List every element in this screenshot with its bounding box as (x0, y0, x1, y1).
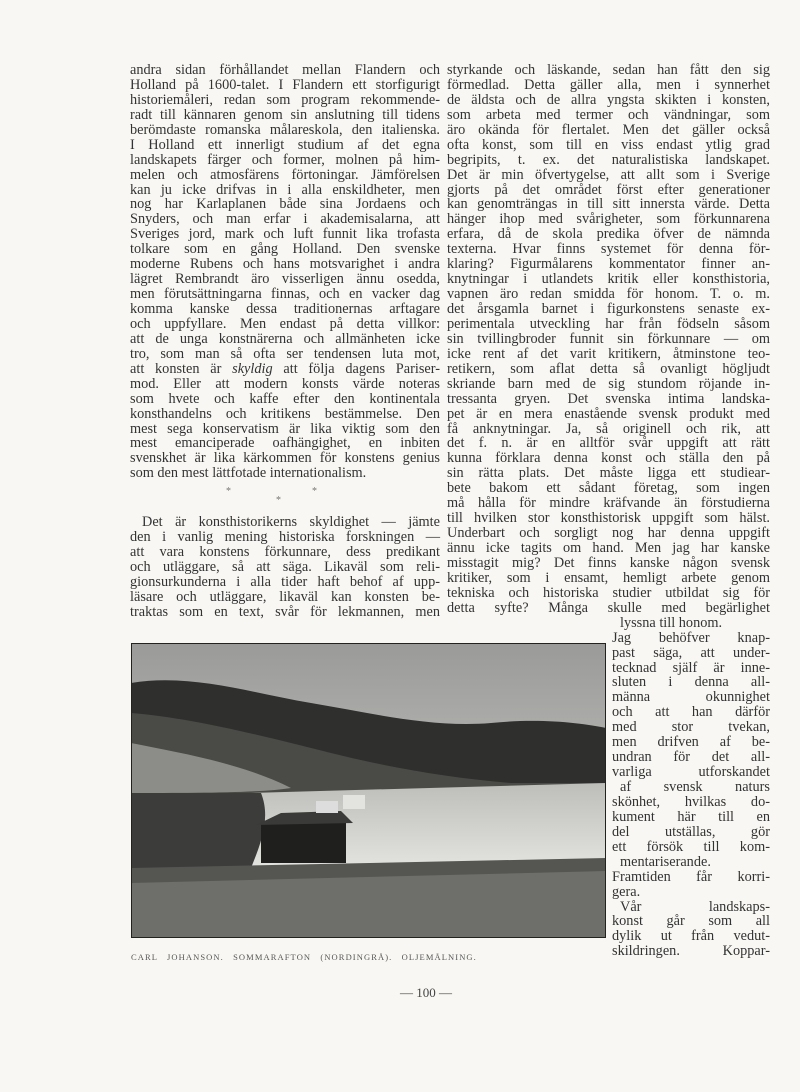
text-line: den i vanlig mening historiska forskningen — (130, 528, 440, 545)
text-line: läsare och utläggare, likaväl kan konsten be- (130, 588, 440, 605)
page-number: — 100 — (400, 985, 452, 1000)
text-line: kument här till en (612, 808, 770, 825)
text-line: ofta konst, som till en viss endast ytlig grad (447, 136, 770, 153)
text-line: lägret Rembrandt äro visserligen ännu osedda, (130, 271, 440, 288)
text-line: må hålla för mindre kräfvande än förstudierna (447, 495, 770, 512)
text-line: som den mest lättfotade internationalism. (130, 465, 367, 482)
text-line: mod. Eller att modern konsts värde noteras (130, 375, 440, 392)
text-line: knytningar i utlandets kritik eller konsthistoria, (447, 271, 770, 288)
text-line: icke rent af det varit kritikern, åtminstone teo- (447, 345, 770, 362)
text-line: sin tvillingbroder funnit sin förkunnare — om (447, 330, 770, 347)
text-line: mentariserande. (620, 853, 711, 870)
text-line: erfara, då de skola predika öfver de nämnda (447, 226, 770, 243)
text-line: att de unga konstnärerna och allmänheten icke (130, 330, 440, 347)
text-line: bete bakom ett sådant företag, som ingen (447, 480, 770, 497)
text-line: melen och atmosfärens förtoningar. Jämförelsen (130, 166, 440, 183)
text-line: lyssna till honom. (620, 614, 723, 631)
text-line: konst går som all (612, 913, 770, 930)
text-line: och utläggare, så att säga. Likaväl som reli- (130, 558, 440, 575)
text-line: Holland på 1600-talet. I Flandern ett storfigurigt (130, 76, 440, 93)
text-line: de äldsta och de allra yngsta skikten i konsten, (447, 91, 770, 108)
text-line: styrkande och läskande, sedan han fått den sig (447, 62, 770, 78)
text-line: tro, som man så ofta ser tendensen luta mot, (130, 345, 440, 362)
text-line: äro okända för flertalet. Men det gäller också (447, 121, 770, 138)
landscape-painting-image (131, 643, 606, 938)
text-line: Underbart och sorgligt nog har denna uppgift (447, 525, 770, 542)
text-line: moderne Rubens och hans motsvarighet i andra (130, 256, 440, 273)
text-line: svenskhet är lika kärkommen för konstens genius (130, 450, 440, 467)
text-line: texterna. Hvar finns systemet för denna för- (447, 241, 770, 258)
text-line: men förutsättningarna finnas, och en vacker dag (130, 286, 440, 303)
text-line: sluten i denna all- (612, 674, 770, 691)
text-line: att konsten är skyldig att följa dagens Pariser- (130, 360, 440, 377)
text-line: varliga utforskandet (612, 764, 770, 781)
text-line: Framtiden får korri- (612, 868, 770, 885)
left-column (130, 63, 440, 481)
text-line: Vår landskaps- (620, 898, 770, 915)
text-line: att vara konstens förkunnare, dess predikant (130, 543, 440, 560)
text-line: ännu icke tagits om hand. Men jag har kanske (447, 540, 770, 556)
text-line: skildringen. Koppar- (612, 943, 770, 960)
text-line: tecknad själf är inne- (612, 659, 770, 676)
text-line: kunna förklara denna konst och ställa den på (447, 450, 770, 467)
text-line: Snyders, och man erfar i akademisalarna, att (130, 211, 440, 228)
text-line: historiemåleri, redan som program rekommende- (130, 91, 440, 108)
text-line: tressanta gryen. Det svenska intima landska- (447, 390, 770, 407)
text-line: och uppfyllare. Men endast på detta villkor: (130, 315, 440, 332)
text-line: och att han därför (612, 704, 770, 721)
text-line: Det är konsthistorikerns skyldighet — jämte (142, 514, 440, 530)
text-line: begripits, t. ex. det naturalistiska landskapet. (447, 151, 770, 168)
text-line: gera. (612, 883, 641, 900)
text-line: skönhet, hvilkas do- (612, 793, 770, 810)
text-line: männa okunnighet (612, 689, 770, 706)
text-line: af svensk naturs (620, 779, 770, 795)
text-line: misstagit mig? Det finns kanske någon svensk (447, 554, 770, 571)
text-line: pet är en mera enastående svensk produkt med (447, 405, 770, 422)
text-line: ett försök till kom- (612, 838, 770, 855)
text-line: som arbeta med termer och vändningar, som (447, 106, 770, 123)
text-line: undran för det all- (612, 749, 770, 766)
text-line: klaring? Figurmålarens kommentator finner an- (447, 256, 770, 273)
text-line: som hvete och kaffe efter den kontinentala (130, 390, 440, 407)
text-line: till hvilken stor konsthistorisk uppgift som hälst. (447, 510, 770, 527)
text-line: konsthandelns och kritikens bestämmelse. Den (130, 405, 440, 422)
text-line: tekniska och historiska studier utbildat sig för (447, 584, 770, 601)
text-line: gionsurkunderna i alla tider haft behof af upp- (130, 573, 440, 590)
text-line: del utställas, gör (612, 823, 770, 840)
text-line: past säga, att under- (612, 644, 770, 661)
text-line: I Holland ett innerligt studium af det egna (130, 136, 440, 153)
text-line: komma kanske dessa traditionernas arftagare (130, 301, 440, 317)
text-line: det årsgamla barnet i figurkonstens senaste ex- (447, 301, 770, 317)
text-line: Jag behöfver knap- (612, 629, 770, 646)
text-line: detta syfte? Många skulle med begärlighet (447, 599, 770, 616)
text-line: perimentala utveckling har från födseln såsom (447, 315, 770, 332)
text-line: traktas som en text, svår för lekmannen, men (130, 603, 440, 620)
text-line: förmedlad. Detta gäller alla, men i synnerhet (447, 76, 770, 93)
text-line: hänger ihop med svårigheter, som förkunnarena (447, 211, 770, 228)
text-line: med stor tvekan, (612, 719, 770, 736)
text-line: men drifven af be- (612, 734, 770, 751)
text-line: vapnen äro redan smidda för honom. T. o. m. (447, 286, 770, 303)
section-separator: * (276, 495, 281, 506)
text-line: radt till kännaren genom sin anslutning till tidens (130, 106, 440, 123)
text-line: kan genomträngas in till sitt innersta värde. Detta (447, 196, 770, 213)
text-line: landskapets färger och former, molnen på him- (130, 151, 440, 168)
text-line: kritiker, som i ensamt, hemligt arbete genom (447, 569, 770, 586)
text-line: mest sega konservatism är lika viktig som den (130, 420, 440, 437)
text-line: andra sidan förhållandet mellan Flandern och (130, 62, 440, 78)
figure-caption: CARL JOHANSON. SOMMARAFTON (NORDINGRÅ). OLJEMÅLNING. (131, 952, 477, 962)
text-line: tolkare som en gång Holland. Den svenske (130, 241, 440, 258)
left-column-paragraph-2 (130, 515, 440, 620)
text-line: mest emanciperade oafhängighet, en inbiten (130, 435, 440, 452)
text-line: skriande barn med de sig stundom röjande in- (447, 375, 770, 392)
text-line: retikern, som aflat detta så ovanligt högljudt (447, 360, 770, 377)
section-separator: * (226, 486, 231, 497)
section-separator: * (312, 486, 317, 497)
text-line: nog har Karlaplanen både sina Jordaens och (130, 196, 440, 213)
text-line: det f. n. är en alltför svår uppgift att rätt (447, 435, 770, 452)
text-line: gjorts på det området först efter generationer (447, 181, 770, 198)
text-line: dylik ut från vedut- (612, 928, 770, 945)
text-line: Det är min öfvertygelse, att allt som i Sverige (447, 166, 770, 183)
text-line: få anknytningar. Ja, så originell och rik, att (447, 420, 770, 437)
text-line: berömdaste romanska målareskola, den italienska. (130, 121, 440, 138)
text-line: sin rätta plats. Det måste ligga ett studiear- (447, 465, 770, 482)
text-line: Sveriges jord, mark och luft funnit lika trofasta (130, 226, 440, 243)
text-line: kan ju icke drifvas in i alla enskildheter, men (130, 181, 440, 198)
